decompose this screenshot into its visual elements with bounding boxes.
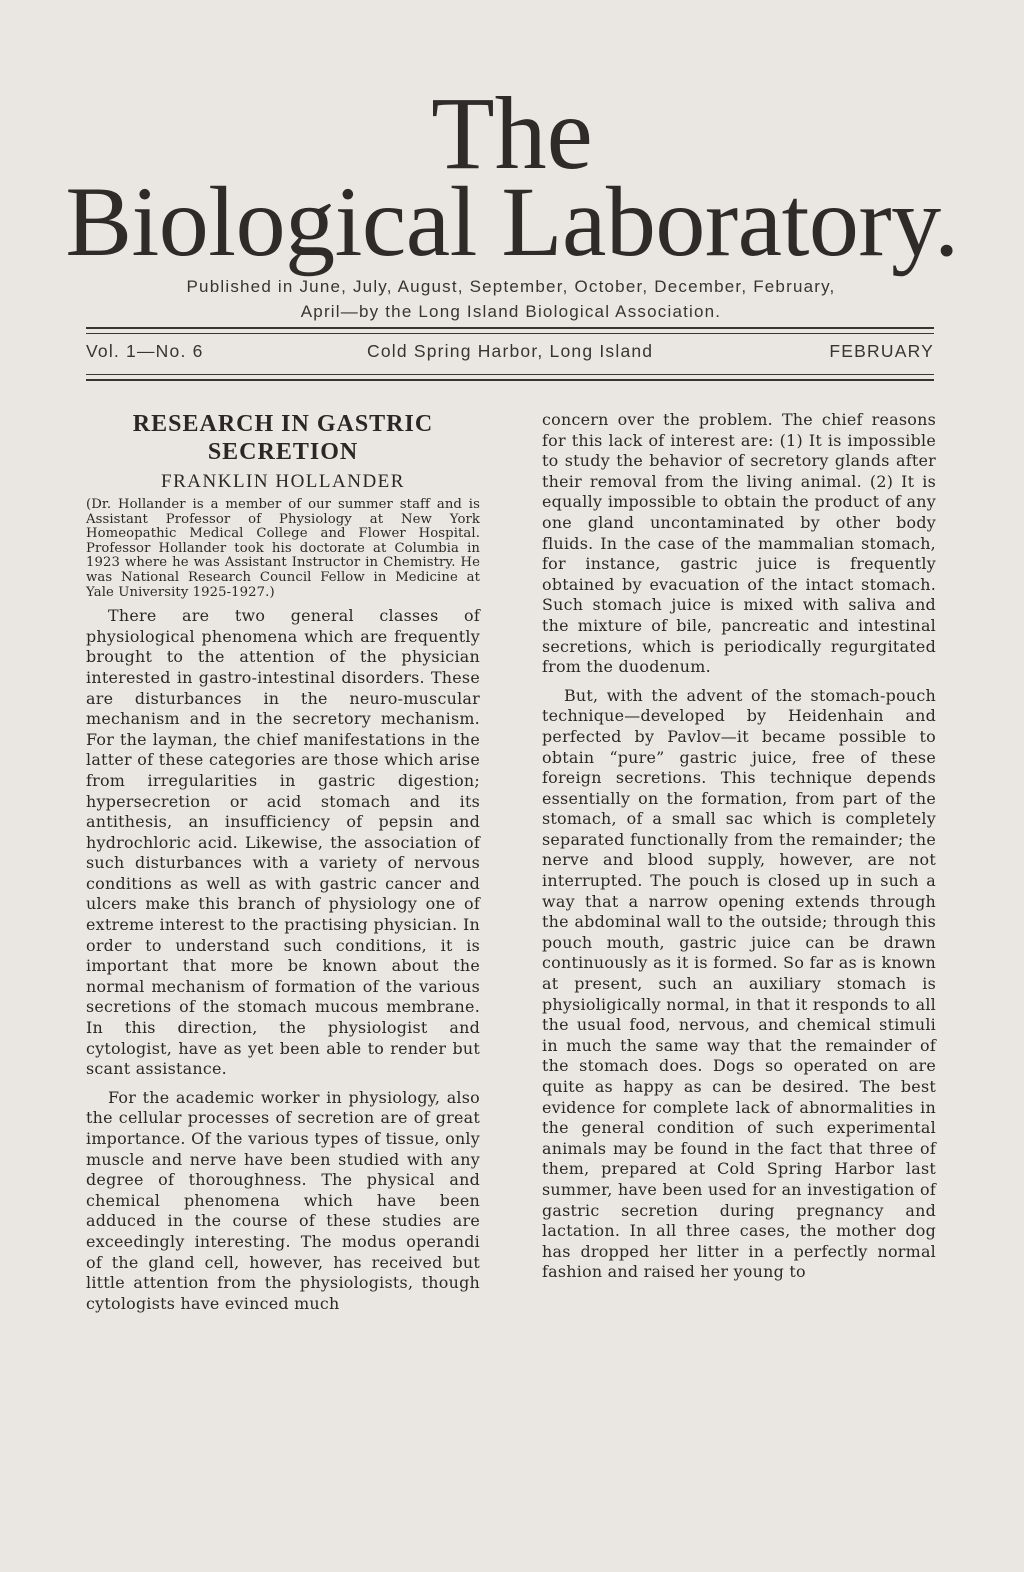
top-rule-thick [86,327,934,329]
left-paragraph-1: There are two general classes of physiological phenomena which are frequently brought to the attention of the physician interested in gastro-intestinal disorders. These are disturbances in the neuro-muscular mechanism and in the secretory mechanism. For the layman, the chief manifestations in the latter of these categories are those which arise from irregularities in gastric digestion; hypersecretion or acid stomach and its antithesis, an insufficiency of pepsin and hydrochloric acid. Likewise, the association of such disturbances with a variety of nervous conditions as well as with gastric cancer and ulcers make this branch of physiology one of extreme interest to the practising physician. In order to understand such conditions, it is important that more be known about the normal mechanism of formation of the various secretions of the stomach mucous membrane. In this direction, the physiologist and cytologist, have as yet been able to render but scant assistance. [86,606,480,1079]
issue-month: FEBRUARY [829,341,934,361]
left-column [86,410,480,1314]
right-paragraph-2: But, with the advent of the stomach-pouch technique—developed by Heidenhain and perfected by Pavlov—it became possible to obtain “pure” gastric juice, free of these foreign secretions. This technique depends essentially on the formation, from part of the stomach, of a small sac which is completely separated functionally from the remainder; the nerve and blood supply, however, are not interrupted. The pouch is closed up in such a way that a narrow opening extends through the abdominal wall to the outside; through this pouch mouth, gastric juice can be drawn continuously as it is formed. So far as is known at present, such an auxiliary stomach is physioligically normal, in that it responds to all the usual food, nervous, and chemical stimuli in much the same way that the remainder of the stomach does. Dogs so operated on are quite as happy as can be desired. The best evidence for complete lack of abnormalities in the general condition of such experimental animals may be found in the fact that three of them, prepared at Cold Spring Harbor last summer, have been used for an investigation of gastric secretion during pregnancy and lactation. In all three cases, the mother dog has dropped her litter in a perfectly normal fashion and raised her young to [542,685,936,1282]
publication-info-line2: April—by the Long Island Biological Association. [300,302,722,321]
bottom-rule-thick [86,379,934,381]
author-bio: (Dr. Hollander is a member of our summer staff and is Assistant Professor of Physiology at New York Homeopathic Medical College and Flower Hospital. Professor Hollander took his doctorate at Columbia in 1923 where he was Assistant Instructor in Chemistry. He was National Research Council Fellow in Medicine at Yale University 1925-1927.) [86,497,480,600]
volume-number: Vol. 1—No. 6 [86,341,204,361]
right-column [542,410,936,1283]
article-title-line1: RESEARCH IN GASTRIC [132,411,434,437]
article-author: FRANKLIN HOLLANDER [161,471,405,492]
masthead-the: The [431,76,593,191]
bottom-rule-thin [86,374,934,375]
masthead-title: Biological Laboratory. [65,166,959,277]
publication-info [86,274,936,324]
issue-location: Cold Spring Harbor, Long Island [367,341,654,361]
publication-info-line1: Published in June, July, August, September, October, December, February, [186,277,836,296]
article-title [86,410,480,466]
top-rule-thin [86,333,934,334]
right-paragraph-1: concern over the problem. The chief reasons for this lack of interest are: (1) It is impossible to study the behavior of secretory glands after their removal from the living animal. (2) It is equally impossible to obtain the product of any one gland uncontaminated by other body fluids. In the case of the mammalian stomach, for instance, gastric juice is frequently obtained by evacuation of the intact stomach. Such stomach juice is mixed with saliva and the mixture of bile, pancreatic and intestinal secretions, which is periodically regurgitated from the duodenum. [542,410,936,677]
left-paragraph-2: For the academic worker in physiology, also the cellular processes of secretion are of great importance. Of the various types of tissue, only muscle and nerve have been studied with any degree of thoroughness. The physical and chemical phenomena which have been adduced in the course of these studies are exceedingly interesting. The modus operandi of the gland cell, however, has received but little attention from the physiologists, though cytologists have evinced much [86,1087,480,1313]
issue-bar [86,341,934,367]
article-title-line2: SECRETION [207,439,359,465]
